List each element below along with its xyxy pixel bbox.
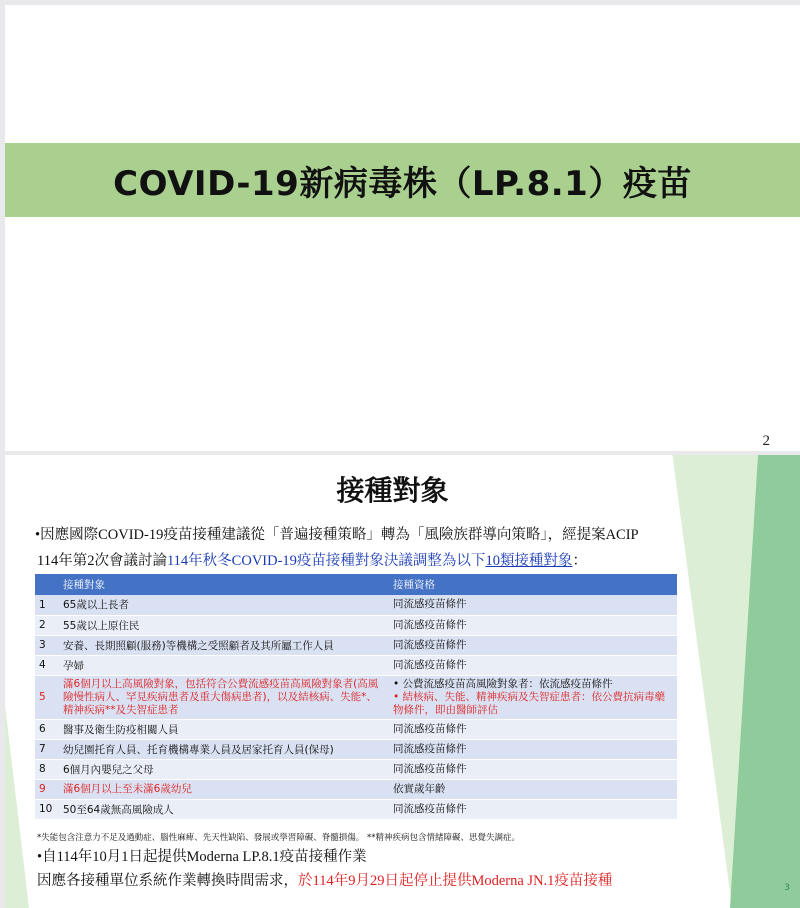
slide-2-title: 接種對象	[336, 474, 449, 507]
row-target: 醫事及衛生防疫相關人員	[59, 719, 389, 739]
table-header-row	[35, 574, 677, 595]
qualification-line: 同流感疫苗條件	[393, 762, 467, 775]
table-row	[35, 739, 677, 759]
slide-1-title: COVID-19新病毒株（LP.8.1）疫苗	[113, 163, 692, 204]
table-header-target: 接種對象	[59, 574, 389, 595]
para2-prefix: 114年第2次會議討論	[37, 553, 167, 569]
footnote: *失能包含注意力不足及過動症、腦性麻痺、先天性缺陷、發展或學習障礙、脊髓損傷。 **精神疾病包含情緒障礙、思覺失調症。	[37, 833, 520, 843]
table-header-num	[35, 574, 59, 595]
table-row	[35, 635, 677, 655]
row-qualification	[389, 635, 677, 655]
moderna-start-paragraph: •自114年10月1日起提供Moderna LP.8.1疫苗接種作業	[37, 849, 367, 865]
row-qualification	[389, 799, 677, 819]
vaccination-target-table	[35, 574, 677, 820]
qualification-line: • 結核病、失能、精神疾病及失智症患者：依公費抗病毒藥物條件，即由醫師評估	[393, 690, 666, 716]
row-number: 5	[35, 675, 59, 719]
qualification-line: 同流感疫苗條件	[393, 658, 467, 671]
para2-highlight: 114年秋冬COVID-19疫苗接種對象決議調整為以下	[166, 553, 486, 569]
table-row	[35, 779, 677, 799]
qualification-line: 同流感疫苗條件	[393, 742, 467, 755]
row-qualification	[389, 719, 677, 739]
table-row	[35, 719, 677, 739]
row-target: 滿6個月以上至未滿6歲幼兒	[59, 779, 389, 799]
row-target: 50至64歲無高風險成人	[59, 799, 389, 819]
row-number: 9	[35, 779, 59, 799]
intro-paragraph-2	[37, 549, 587, 570]
qualification-line: 依實歲年齡	[393, 782, 446, 795]
qualification-line: • 公費流感疫苗高風險對象者：依流感疫苗條件	[393, 677, 613, 690]
row-qualification	[389, 595, 677, 615]
row-target: 幼兒園托育人員、托育機構專業人員及居家托育人員(保母)	[59, 739, 389, 759]
para2-suffix: ：	[572, 553, 587, 569]
slide-1-page-number: 2	[762, 433, 770, 449]
intro-paragraph: •因應國際COVID-19疫苗接種建議從「普遍接種策略」轉為「風險族群導向策略」，經提案ACIP	[35, 527, 639, 543]
row-number: 2	[35, 615, 59, 635]
table-row	[35, 799, 677, 819]
row-number: 8	[35, 759, 59, 779]
qualification-line: 同流感疫苗條件	[393, 598, 467, 611]
para4-prefix: 因應各接種單位系統作業轉換時間需求，	[37, 873, 298, 889]
moderna-stop-paragraph	[37, 869, 612, 890]
table-row	[35, 615, 677, 635]
table-row	[35, 675, 677, 719]
qualification-line: 同流感疫苗條件	[393, 618, 467, 631]
table-body	[35, 595, 677, 819]
row-qualification	[389, 759, 677, 779]
slide-1[interactable]	[5, 5, 800, 451]
row-target: 6個月內嬰兒之父母	[59, 759, 389, 779]
row-number: 4	[35, 655, 59, 675]
para4-highlight: 於114年9月29日起停止提供Moderna JN.1疫苗接種	[298, 873, 613, 889]
para2-highlight-underline: 10類接種對象	[485, 553, 573, 569]
table-row	[35, 655, 677, 675]
row-target: 安養、長期照顧(服務)等機構之受照顧者及其所屬工作人員	[59, 635, 389, 655]
row-qualification	[389, 655, 677, 675]
row-target: 孕婦	[59, 655, 389, 675]
slide-2[interactable]	[5, 455, 800, 908]
row-target: 滿6個月以上高風險對象，包括符合公費流感疫苗高風險對象者(高風險慢性病人、罕見疾病患者及重大傷病患者)，以及結核病、失能*、精神疾病**及失智症患者	[59, 675, 389, 719]
row-qualification	[389, 675, 677, 719]
qualification-line: 同流感疫苗條件	[393, 638, 467, 651]
row-number: 3	[35, 635, 59, 655]
row-number: 1	[35, 595, 59, 615]
slide-2-page-number: 3	[784, 883, 790, 893]
row-number: 7	[35, 739, 59, 759]
row-qualification	[389, 615, 677, 635]
table-header-qualification: 接種資格	[389, 574, 677, 595]
row-qualification	[389, 779, 677, 799]
table-row	[35, 759, 677, 779]
row-target: 65歲以上長者	[59, 595, 389, 615]
qualification-line: 同流感疫苗條件	[393, 722, 467, 735]
qualification-line: 同流感疫苗條件	[393, 802, 467, 815]
row-target: 55歲以上原住民	[59, 615, 389, 635]
row-qualification	[389, 739, 677, 759]
row-number: 10	[35, 799, 59, 819]
table-row	[35, 595, 677, 615]
row-number: 6	[35, 719, 59, 739]
